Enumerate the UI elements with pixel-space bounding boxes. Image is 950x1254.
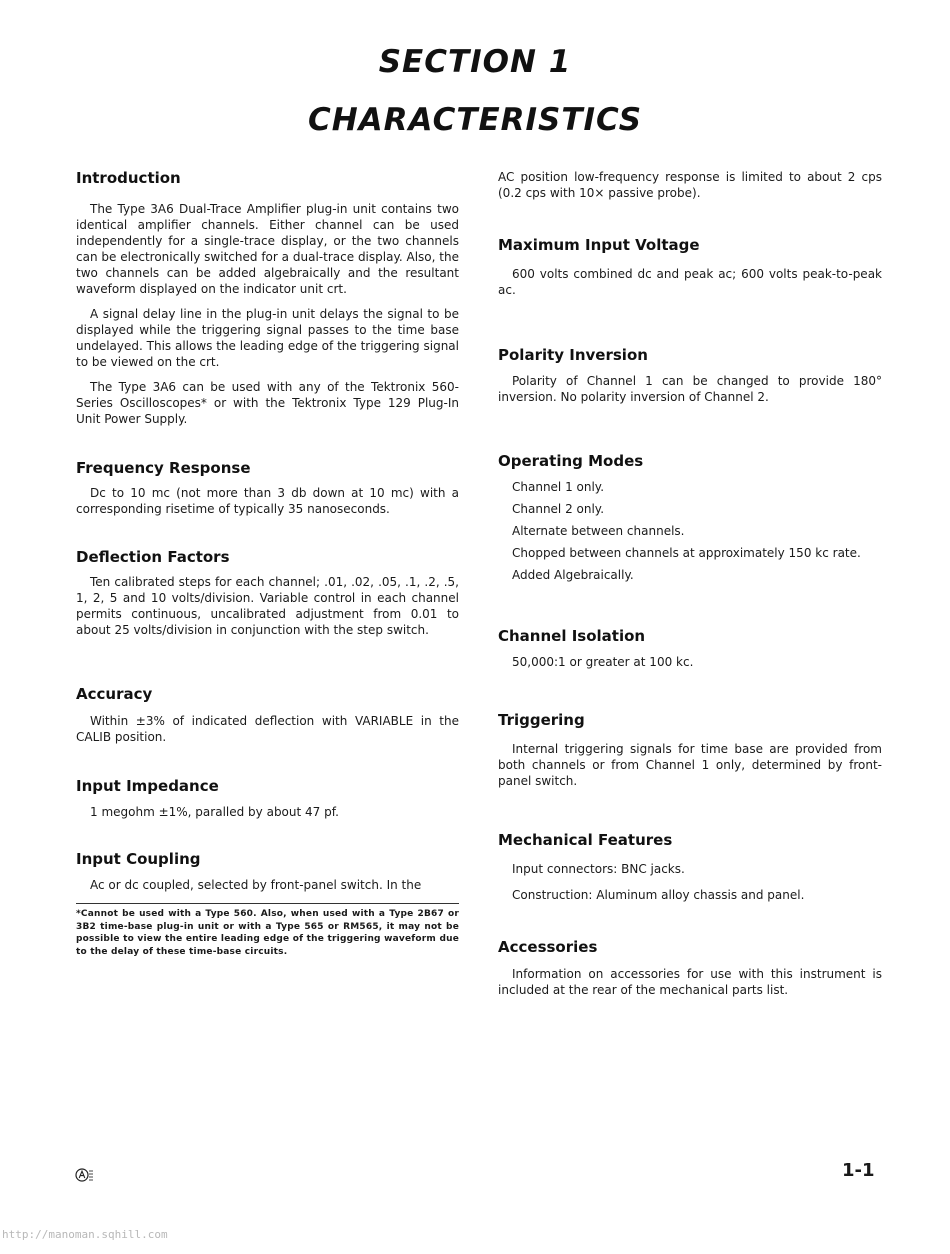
polarity-inversion-text: Polarity of Channel 1 can be changed to provide 180° inversion. No polarity inversion of Channel 2. (498, 374, 882, 404)
triggering-text: Internal triggering signals for time base are provided from both channels or from Channel 1 only, determined by front-panel switch. (498, 742, 882, 788)
introduction-paragraph: The Type 3A6 can be used with any of the Tektronix 560-Series Oscilloscopes* or with the Tektronix Type 129 Plug-In Unit Power Supply. (76, 380, 459, 426)
introduction-heading: Introduction (76, 169, 181, 187)
frequency-response-section (76, 458, 459, 517)
deflection-factors-section (76, 547, 459, 638)
channel-isolation-heading: Channel Isolation (498, 627, 646, 645)
polarity-inversion-heading: Polarity Inversion (498, 346, 648, 364)
frequency-response-text: Dc to 10 mc (not more than 3 db down at 10 mc) with a corresponding risetime of typically 35 nanoseconds. (76, 486, 459, 516)
section-title: SECTION 1 (378, 44, 572, 80)
introduction-paragraph: The Type 3A6 Dual-Trace Amplifier plug-in unit contains two identical amplifier channels. Either channel can be used independently for a single-trace display, or the two channels can be electronically switched for a dual-trace display. Also, the two channels can be added algebraically and the resultant waveform displayed on the indicator unit crt. (76, 202, 459, 296)
introduction-paragraph: A signal delay line in the plug-in unit delays the signal to be displayed while the triggering signal passes to the time base undelayed. This allows the leading edge of the triggering signal to be viewed on the crt. (76, 307, 459, 369)
mechanical-feature-item: Construction: Aluminum alloy chassis and panel. (512, 888, 805, 902)
operating-modes-heading: Operating Modes (498, 452, 644, 470)
accuracy-text: Within ±3% of indicated deflection with VARIABLE in the CALIB position. (76, 714, 459, 744)
maximum-input-voltage-text: 600 volts combined dc and peak ac; 600 volts peak-to-peak ac. (498, 267, 882, 297)
frequency-response-heading: Frequency Response (76, 459, 251, 477)
operating-mode-item: Added Algebraically. (512, 568, 634, 582)
deflection-factors-text: Ten calibrated steps for each channel; .01, .02, .05, .1, .2, .5, 1, 2, 5 and 10 volts/division. Variable control in each channel permits continuous, uncalibrated adjustment from 0.01 to about 25 volts/division in conjunction with the step switch. (76, 575, 459, 637)
input-coupling-section (76, 849, 459, 893)
input-coupling-heading: Input Coupling (76, 850, 201, 868)
accessories-text: Information on accessories for use with this instrument is included at the rear of the mechanical parts list. (498, 967, 882, 997)
maximum-input-voltage-section (498, 235, 882, 298)
channel-isolation-section (498, 626, 882, 670)
mechanical-features-section (498, 830, 882, 903)
section-heading-characteristics: CHARACTERISTICS (307, 102, 643, 138)
accessories-heading: Accessories (498, 938, 598, 956)
accuracy-section (76, 684, 459, 745)
input-impedance-section (76, 776, 459, 820)
publisher-logo-icon (75, 1167, 95, 1183)
footnote (76, 903, 459, 958)
operating-mode-item: Alternate between channels. (512, 524, 685, 538)
operating-mode-item: Chopped between channels at approximately 150 kc rate. (512, 546, 861, 560)
input-coupling-continued-text: AC position low-frequency response is limited to about 2 cps (0.2 cps with 10× passive probe). (498, 170, 882, 200)
operating-modes-section (498, 451, 882, 583)
channel-isolation-text: 50,000:1 or greater at 100 kc. (512, 655, 694, 669)
input-impedance-heading: Input Impedance (76, 777, 219, 795)
operating-mode-item: Channel 2 only. (512, 502, 605, 516)
footnote-text: *Cannot be used with a Type 560. Also, when used with a Type 2B67 or 3B2 time-base plug-in unit or with a Type 565 or RM565, it may not be possible to view the entire leading edge of the triggering waveform due to the delay of these time-base circuits. (76, 909, 459, 957)
accessories-section (498, 937, 882, 998)
polarity-inversion-section (498, 345, 882, 405)
triggering-heading: Triggering (498, 711, 585, 729)
footnote-divider (76, 903, 459, 904)
mechanical-features-heading: Mechanical Features (498, 831, 673, 849)
page-number: 1-1 (842, 1160, 875, 1181)
accuracy-heading: Accuracy (76, 685, 153, 703)
operating-mode-item: Channel 1 only. (512, 480, 605, 494)
input-impedance-text: 1 megohm ±1%, paralled by about 47 pf. (90, 805, 339, 819)
input-coupling-text: Ac or dc coupled, selected by front-panel switch. In the (90, 878, 422, 892)
watermark-url: http://manoman.sqhill.com (2, 1228, 168, 1241)
deflection-factors-heading: Deflection Factors (76, 548, 230, 566)
triggering-section (498, 710, 882, 789)
input-coupling-continued (498, 169, 882, 201)
introduction-section (76, 168, 459, 427)
maximum-input-voltage-heading: Maximum Input Voltage (498, 236, 700, 254)
mechanical-feature-item: Input connectors: BNC jacks. (512, 862, 685, 876)
